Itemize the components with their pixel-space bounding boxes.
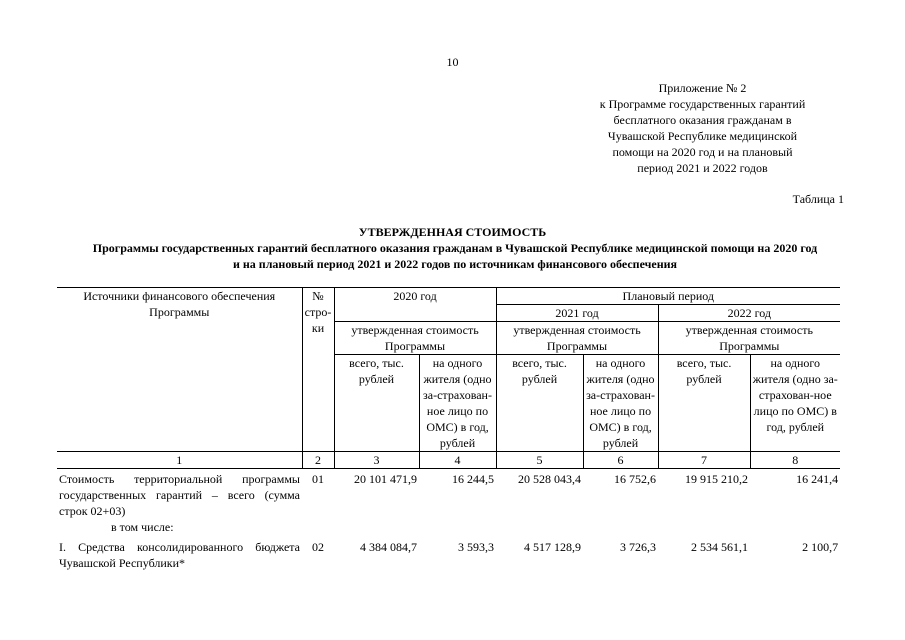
row-value: 3 593,3 bbox=[458, 540, 495, 554]
header-total-2020: всего, тыс. рублей bbox=[334, 355, 419, 452]
appendix-line: бесплатного оказания гражданам в bbox=[613, 113, 792, 127]
header-year-2022: 2022 год bbox=[658, 305, 840, 322]
row-name-text: Стоимость территориальной программы государственных гарантий – всего (сумма строк 02+03) bbox=[59, 472, 300, 518]
header-per-capita-2022: на одного жителя (одно за-страхован-ное лицо по ОМС) в год, рублей bbox=[750, 355, 840, 452]
table-row bbox=[57, 469, 840, 536]
header-source: Источники финансового обеспечения Программы bbox=[57, 288, 302, 452]
column-number: 1 bbox=[57, 452, 302, 469]
row-value: 16 241,4 bbox=[796, 472, 839, 486]
header-approved-cost-2020: утвержденная стоимость Программы bbox=[334, 322, 496, 355]
header-total-2021: всего, тыс. рублей bbox=[496, 355, 583, 452]
header-per-capita-2021: на одного жителя (одно за-страхован-ное лицо по ОМС) в год, рублей bbox=[583, 355, 658, 452]
row-name bbox=[57, 535, 302, 571]
row-value: 20 101 471,9 bbox=[354, 472, 417, 486]
header-year-2020: 2020 год bbox=[334, 288, 496, 322]
header-year-2021: 2021 год bbox=[496, 305, 658, 322]
column-number: 7 bbox=[658, 452, 750, 469]
row-value: 4 384 084,7 bbox=[360, 540, 417, 554]
table-label: Таблица 1 bbox=[792, 192, 844, 206]
column-number: 4 bbox=[419, 452, 496, 469]
row-no: 01 bbox=[312, 472, 324, 486]
appendix-line: помощи на 2020 год и на плановый bbox=[612, 145, 793, 159]
column-number: 3 bbox=[334, 452, 419, 469]
row-value: 16 244,5 bbox=[452, 472, 495, 486]
row-no: 02 bbox=[312, 540, 324, 554]
row-value: 4 517 128,9 bbox=[524, 540, 582, 554]
appendix-line: период 2021 и 2022 годов bbox=[637, 161, 768, 175]
row-value: 2 534 561,1 bbox=[691, 540, 749, 554]
row-value: 3 726,3 bbox=[620, 540, 657, 554]
header-row-no: № стро-ки bbox=[302, 288, 334, 452]
appendix-block bbox=[575, 80, 830, 176]
document-title: УТВЕРЖДЕННАЯ СТОИМОСТЬ bbox=[358, 225, 547, 239]
row-subtext: в том числе: bbox=[111, 520, 174, 534]
appendix-line: Чувашской Республике медицинской bbox=[607, 129, 798, 143]
row-value: 2 100,7 bbox=[802, 540, 839, 554]
page-number: 10 bbox=[446, 55, 459, 69]
header-approved-cost-2022: утвержденная стоимость Программы bbox=[658, 322, 840, 355]
column-number-row bbox=[57, 452, 840, 469]
row-value: 20 528 043,4 bbox=[518, 472, 582, 486]
appendix-line: к Программе государственных гарантий bbox=[599, 97, 806, 111]
row-value: 16 752,6 bbox=[614, 472, 657, 486]
appendix-line: Приложение № 2 bbox=[658, 81, 747, 95]
finance-table bbox=[57, 287, 840, 571]
column-number: 6 bbox=[583, 452, 658, 469]
table-row bbox=[57, 535, 840, 571]
header-approved-cost-2021: утвержденная стоимость Программы bbox=[496, 322, 658, 355]
header-per-capita-2020: на одного жителя (одно за-страхован-ное лицо по ОМС) в год, рублей bbox=[419, 355, 496, 452]
header-total-2022: всего, тыс. рублей bbox=[658, 355, 750, 452]
header-planned-period: Плановый период bbox=[496, 288, 840, 305]
column-number: 5 bbox=[496, 452, 583, 469]
column-number: 2 bbox=[302, 452, 334, 469]
column-number: 8 bbox=[750, 452, 840, 469]
row-value: 19 915 210,2 bbox=[685, 472, 749, 486]
row-name-text: I. Средства консолидированного бюджета Чувашской Республики* bbox=[59, 540, 300, 570]
document-subtitle: Программы государственных гарантий бесплатного оказания гражданам в Чувашской Республике медицинской помощи на 2020 год и на плановый период 2021 и 2022 годов по источникам финансового обеспечения bbox=[92, 241, 818, 271]
row-name bbox=[57, 469, 302, 536]
